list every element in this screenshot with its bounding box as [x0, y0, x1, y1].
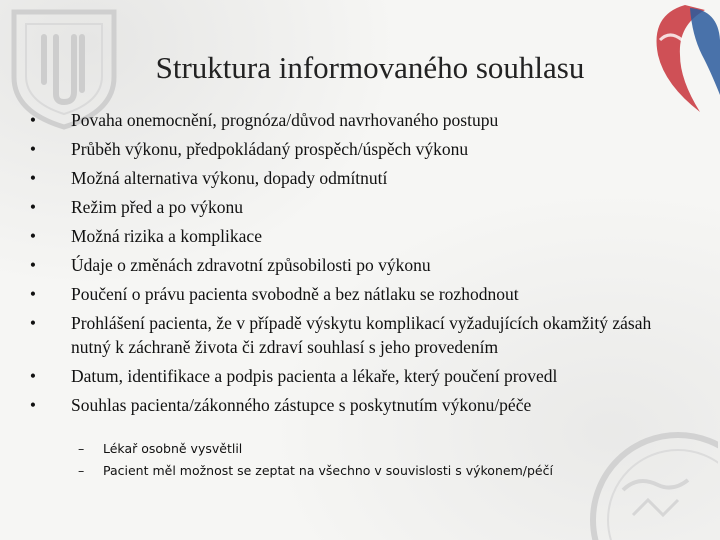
bullet-text: Možná alternativa výkonu, dopady odmítnutí	[71, 168, 388, 188]
heart-logo	[630, 0, 720, 120]
sub-bullet-marker: –	[78, 441, 85, 456]
list-item	[26, 253, 666, 277]
list-item	[26, 108, 666, 132]
list-item	[26, 137, 666, 161]
sub-bullet-list	[78, 440, 678, 484]
sub-bullet-text: Pacient měl možnost se zeptat na všechno v souvislosti s výkonem/péčí	[103, 463, 553, 478]
bullet-text: Možná rizika a komplikace	[71, 226, 262, 246]
bullet-marker: •	[29, 395, 37, 415]
list-item	[26, 393, 666, 417]
list-item	[26, 282, 666, 306]
bullet-marker: •	[29, 139, 37, 159]
bullet-text: Poučení o právu pacienta svobodně a bez nátlaku se rozhodnout	[71, 284, 519, 304]
bullet-list	[26, 108, 666, 422]
bullet-text: Údaje o změnách zdravotní způsobilosti po výkonu	[71, 255, 431, 275]
sub-list-item	[78, 440, 678, 457]
bullet-marker: •	[29, 284, 37, 304]
bullet-marker: •	[29, 255, 37, 275]
bullet-text: Průběh výkonu, předpokládaný prospěch/úspěch výkonu	[71, 139, 469, 159]
list-item	[26, 195, 666, 219]
bullet-text: Prohlášení pacienta, že v případě výskytu komplikací vyžadujících okamžitý zásah nutný k záchraně života či zdraví souhlasí s jeho provedením	[71, 313, 652, 357]
bullet-marker: •	[29, 366, 37, 386]
bullet-marker: •	[29, 110, 37, 130]
bullet-marker: •	[29, 313, 37, 333]
sub-list-item	[78, 462, 678, 479]
list-item	[26, 364, 666, 388]
bullet-text: Režim před a po výkonu	[71, 197, 244, 217]
bullet-marker: •	[29, 226, 37, 246]
slide-title: Struktura informovaného souhlasu	[155, 50, 585, 85]
list-item	[26, 166, 666, 190]
bullet-text: Datum, identifikace a podpis pacienta a lékaře, který poučení provedl	[71, 366, 558, 386]
bullet-text: Povaha onemocnění, prognóza/důvod navrhovaného postupu	[71, 110, 499, 130]
sub-bullet-marker: –	[78, 463, 85, 478]
bullet-marker: •	[29, 197, 37, 217]
bullet-marker: •	[29, 168, 37, 188]
sub-bullet-text: Lékař osobně vysvětlil	[103, 441, 243, 456]
list-item	[26, 311, 666, 359]
bullet-text: Souhlas pacienta/zákonného zástupce s poskytnutím výkonu/péče	[71, 395, 532, 415]
list-item	[26, 224, 666, 248]
